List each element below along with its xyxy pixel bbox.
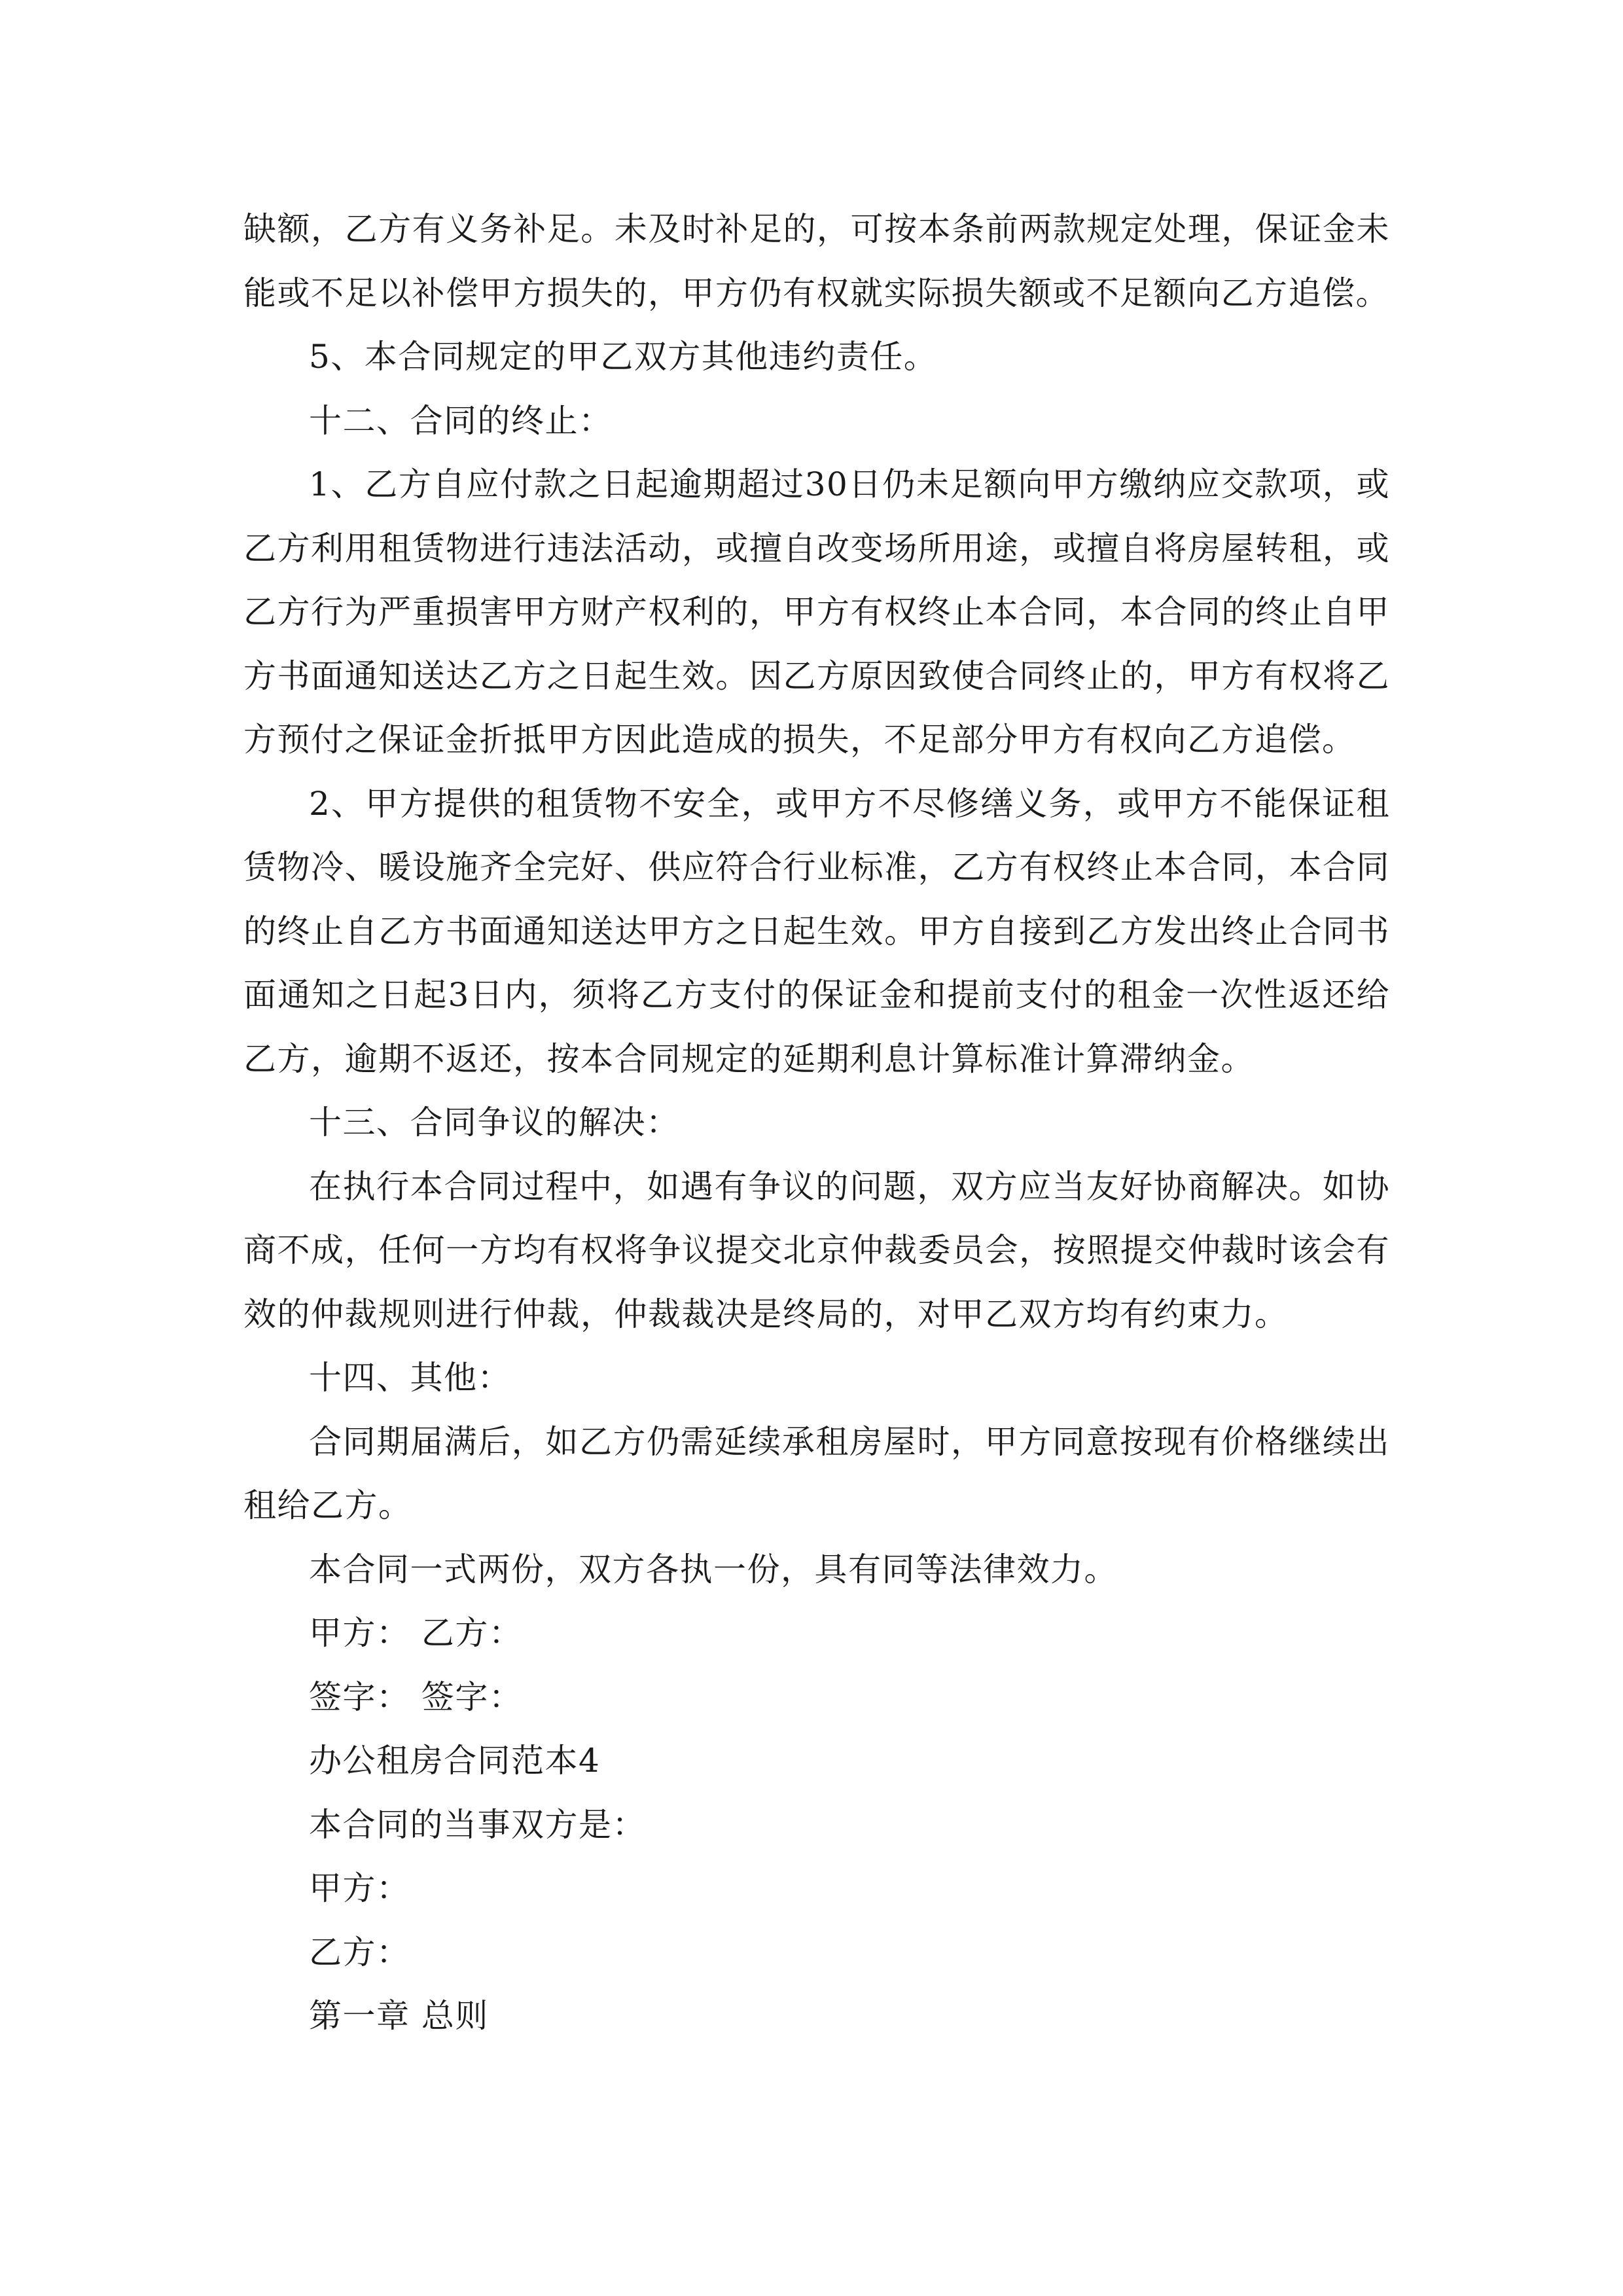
- paragraph-termination-2: 2、甲方提供的租赁物不安全，或甲方不尽修缮义务，或甲方不能保证租赁物冷、暖设施齐全完好、供应符合行业标准，乙方有权终止本合同，本合同的终止自乙方书面通知送达甲方之日起生效。甲方自接到乙方发出终止合同书面通知之日起3日内，须将乙方支付的保证金和提前支付的租金一次性返还给乙方，逾期不返还，按本合同规定的延期利息计算标准计算滞纳金。: [243, 784, 1390, 1078]
- party-a-label: 甲方：: [309, 1869, 410, 1907]
- paragraph-dispute-resolution: 在执行本合同过程中，如遇有争议的问题，双方应当友好协商解决。如协商不成，任何一方均有权将争议提交北京仲裁委员会，按照提交仲裁时该会有效的仲裁规则进行仲裁，仲裁裁决是终局的，对甲乙双方均有约束力。: [243, 1167, 1390, 1333]
- parties-line: 甲方： 乙方：: [309, 1614, 523, 1652]
- contract-template-title: 办公租房合同范本4: [309, 1742, 601, 1780]
- paragraph-copies: 本合同一式两份，双方各执一份，具有同等法律效力。: [309, 1550, 1118, 1588]
- parties-intro: 本合同的当事双方是：: [309, 1805, 646, 1844]
- section-heading-termination: 十二、合同的终止：: [309, 401, 613, 440]
- paragraph-termination-1: 1、乙方自应付款之日起逾期超过30日仍未足额向甲方缴纳应交款项，或乙方利用租赁物进行违法活动，或擅自改变场所用途，或擅自将房屋转租，或乙方行为严重损害甲方财产权利的，甲方有权终止本合同，本合同的终止自甲方书面通知送达乙方之日起生效。因乙方原因致使合同终止的，甲方有权将乙方预付之保证金折抵甲方因此造成的损失，不足部分甲方有权向乙方追偿。: [243, 465, 1390, 759]
- paragraph-renewal: 合同期届满后，如乙方仍需延续承租房屋时，甲方同意按现有价格继续出租给乙方。: [243, 1422, 1390, 1524]
- section-heading-other: 十四、其他：: [309, 1359, 511, 1397]
- chapter-heading: 第一章 总则: [309, 1997, 489, 2035]
- paragraph-clause-5: 5、本合同规定的甲乙双方其他违约责任。: [309, 338, 938, 376]
- paragraph-deposit-shortfall: 缺额，乙方有义务补足。未及时补足的，可按本条前两款规定处理，保证金未能或不足以补偿甲方损失的，甲方仍有权就实际损失额或不足额向乙方追偿。: [243, 210, 1390, 312]
- document-body: [243, 198, 1390, 2049]
- party-b-label: 乙方：: [309, 1933, 410, 1971]
- section-heading-dispute: 十三、合同争议的解决：: [309, 1103, 680, 1141]
- signature-line: 签字： 签字：: [309, 1677, 523, 1716]
